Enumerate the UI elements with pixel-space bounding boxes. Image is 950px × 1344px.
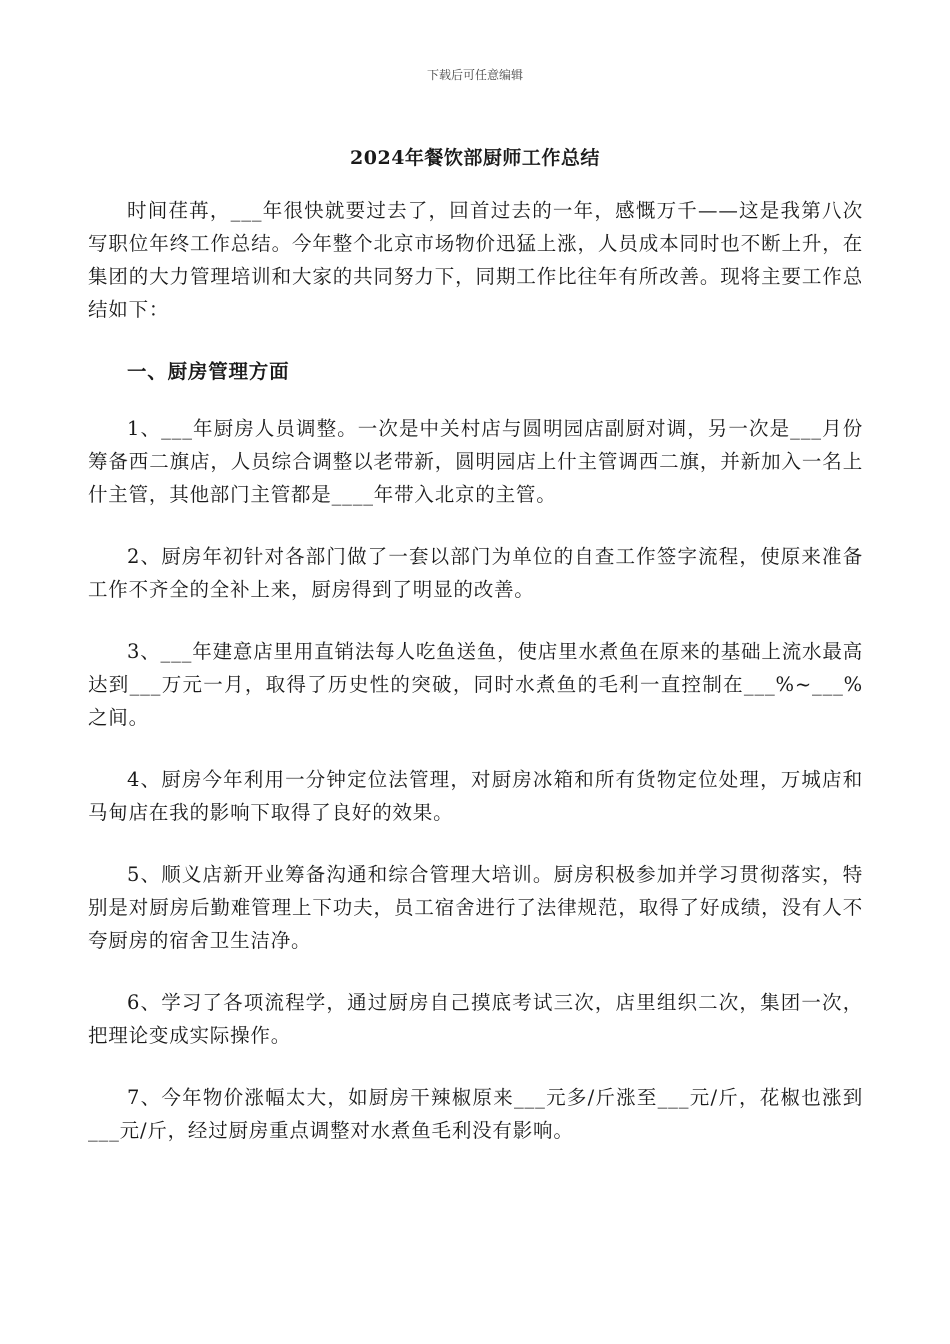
- header-note: 下载后可任意编辑: [426, 68, 523, 82]
- intro-paragraph: 时间荏苒，___年很快就要过去了，回首过去的一年，感慨万千——这是我第八次写职位年终工作总结。今年整个北京市场物价迅猛上涨，人员成本同时也不断上升，在集团的大力管理培训和大家的共同努力下，同期工作比往年有所改善。现将主要工作总结如下：: [88, 199, 863, 321]
- list-item: 1、___年厨房人员调整。一次是中关村店与圆明园店副厨对调，另一次是___月份筹备西二旗店，人员综合调整以老带新，圆明园店上什主管调西二旗，并新加入一名上什主管，其他部门主管都是____年带入北京的主管。: [88, 417, 863, 506]
- list-item: 3、___年建意店里用直销法每人吃鱼送鱼，使店里水煮鱼在原来的基础上流水最高达到___万元一月，取得了历史性的突破，同时水煮鱼的毛利一直控制在___%~___%之间。: [88, 640, 863, 729]
- list-item: 2、厨房年初针对各部门做了一套以部门为单位的自查工作签字流程，使原来准备工作不齐全的全补上来，厨房得到了明显的改善。: [88, 545, 863, 601]
- list-item: 4、厨房今年利用一分钟定位法管理，对厨房冰箱和所有货物定位处理，万城店和马甸店在我的影响下取得了良好的效果。: [88, 768, 863, 824]
- list-item: 5、顺义店新开业筹备沟通和综合管理大培训。厨房积极参加并学习贯彻落实，特别是对厨房后勤难管理上下功夫，员工宿舍进行了法律规范，取得了好成绩，没有人不夸厨房的宿舍卫生洁净。: [88, 863, 863, 952]
- document-title: 2024年餐饮部厨师工作总结: [350, 147, 600, 169]
- document-body: [88, 194, 863, 1176]
- section-heading: 一、厨房管理方面: [127, 360, 290, 383]
- list-item: 6、学习了各项流程学，通过厨房自己摸底考试三次，店里组织二次，集团一次，把理论变成实际操作。: [88, 991, 863, 1047]
- list-item: 7、今年物价涨幅太大，如厨房干辣椒原来___元多/斤涨至___元/斤，花椒也涨到___元/斤，经过厨房重点调整对水煮鱼毛利没有影响。: [88, 1086, 863, 1142]
